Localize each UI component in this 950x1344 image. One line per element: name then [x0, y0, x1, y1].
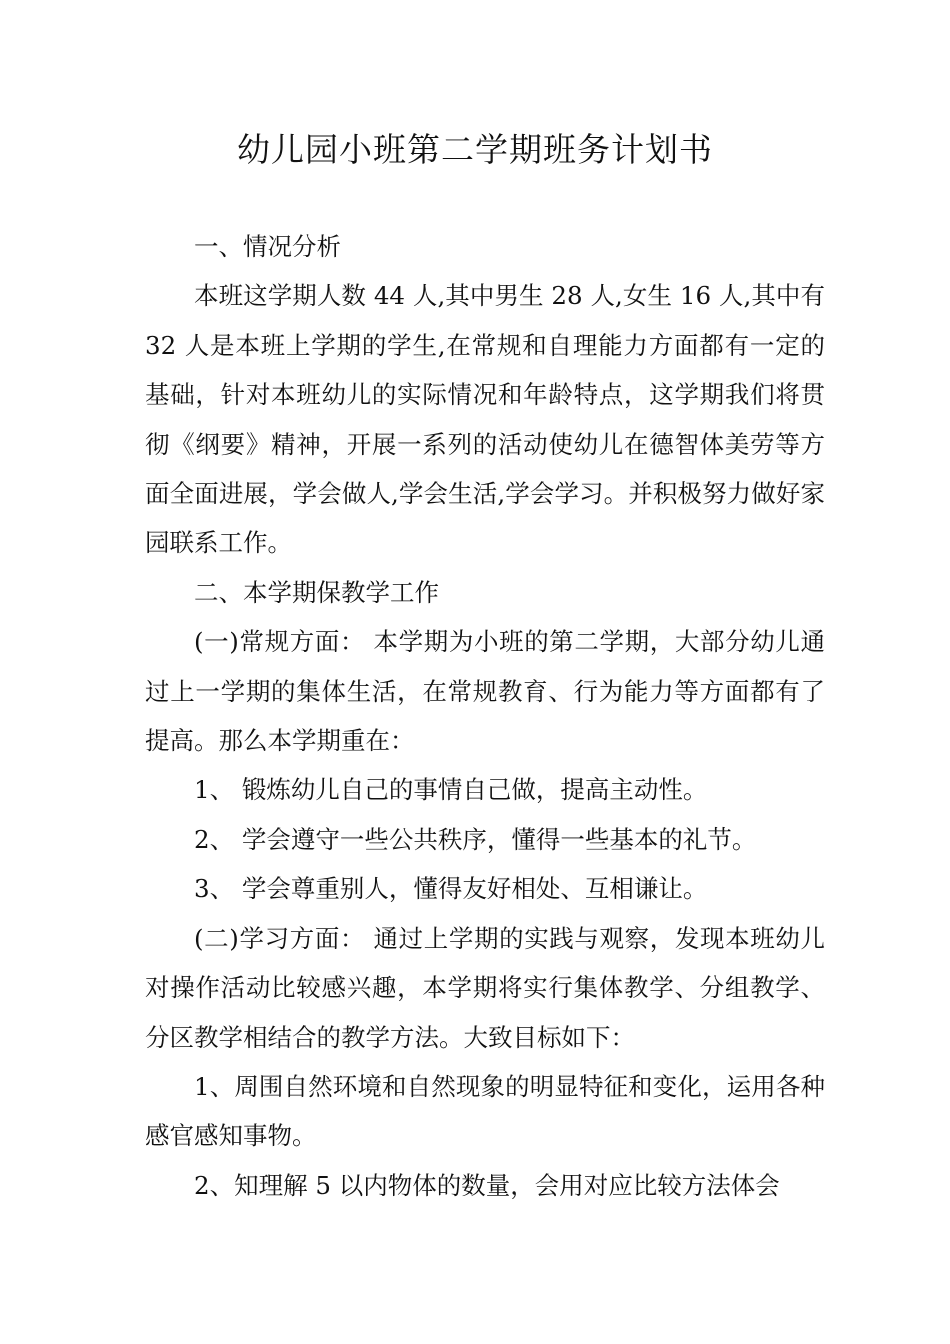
list-item-learning-2: 2、知理解 5 以内物体的数量，会用对应比较方法体会 [194, 1170, 780, 1200]
paragraph-class-overview: 本班这学期人数 44 人,其中男生 28 人,女生 16 人,其中有 32 人是本班上学期的学生,在常规和自理能力方面都有一定的基础，针对本班幼儿的实际情况和年龄特点，这学期我们将贯彻《纲要》精神，开展一系列的活动使幼儿在德智体美劳等方面全面进展，学会做人,学会生活,学会学习。并积极努力做好家园联系工作。 [145, 281, 825, 558]
list-item-routine-1: 1、 锻炼幼儿自己的事情自己做，提高主动性。 [194, 775, 708, 805]
list-item-routine-2: 2、 学会遵守一些公共秩序，懂得一些基本的礼节。 [194, 824, 757, 854]
paragraph-routine-aspect: (一)常规方面： 本学期为小班的第二学期，大部分幼儿通过上一学期的集体生活，在常规教育、行为能力等方面都有了提高。那么本学期重在： [145, 627, 825, 756]
list-item-learning-1: 1、周围自然环境和自然现象的明显特征和变化，运用各种感官感知事物。 [145, 1071, 825, 1151]
section-heading-teaching-work: 二、本学期保教学工作 [194, 577, 439, 607]
document-body [145, 222, 825, 1210]
document-title: 幼儿园小班第二学期班务计划书 [237, 130, 713, 169]
section-heading-situation: 一、情况分析 [194, 232, 341, 261]
list-item-routine-3: 3、 学会尊重别人，懂得友好相处、互相谦让。 [194, 874, 708, 904]
paragraph-learning-aspect: (二)学习方面： 通过上学期的实践与观察，发现本班幼儿对操作活动比较感兴趣，本学期将实行集体教学、分组教学、分区教学相结合的教学方法。大致目标如下： [145, 923, 825, 1052]
